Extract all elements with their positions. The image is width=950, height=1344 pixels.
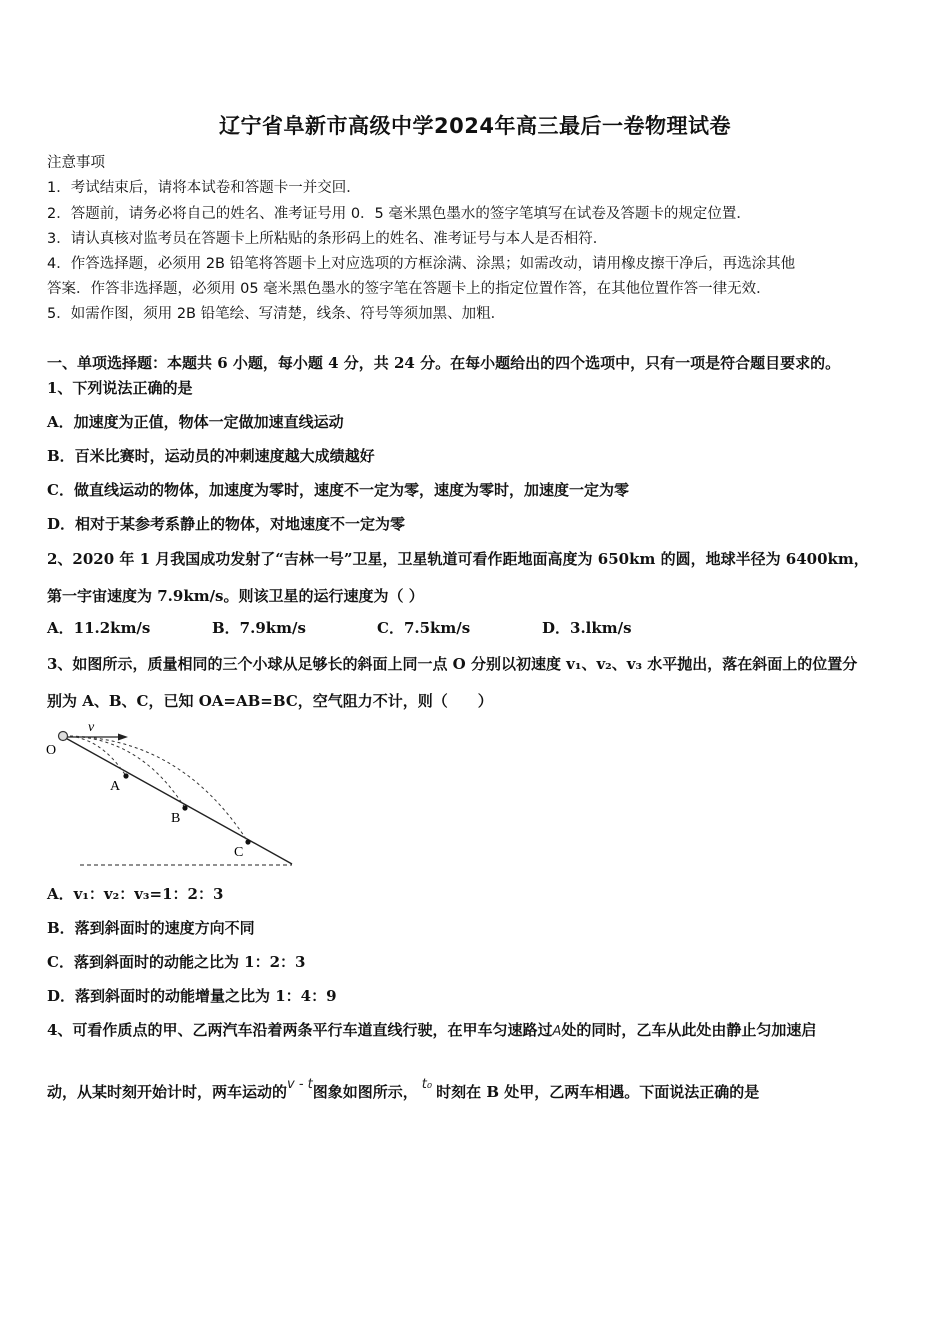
q4-text: 图象如图所示， <box>312 1083 418 1101</box>
point-a-dot <box>123 773 128 778</box>
question-1-stem: 1、下列说法正确的是 <box>47 379 193 397</box>
q4-text: 处的同时，乙车从此处由静止匀加速启 <box>561 1021 817 1039</box>
notice-item: 3．请认真核对监考员在答题卡上所粘贴的条形码上的姓名、准考证号与本人是否相符． <box>47 231 608 247</box>
label-c: C <box>234 845 244 860</box>
label-a: A <box>110 779 121 794</box>
q4-text: 4、可看作质点的甲、乙两汽车沿着两条平行车道直线行驶，在甲车匀速路过 <box>47 1021 553 1039</box>
question-1-option-b: B．百米比赛时，运动员的冲刺速度越大成绩越好 <box>47 447 375 465</box>
notice-item: 1．考试结束后，请将本试卷和答题卡一并交回． <box>47 180 361 196</box>
question-2-option-b: B．7.9km/s <box>212 619 306 637</box>
section-heading: 一、单项选择题：本题共 6 小题，每小题 4 分，共 24 分。在每小题给出的四个选项中，只有一项是符合题目要求的。 <box>47 354 841 372</box>
question-1-option-a: A．加速度为正值，物体一定做加速直线运动 <box>47 413 344 431</box>
q4-symbol-t0: t₀ <box>421 1077 433 1092</box>
question-3-stem: 3、如图所示，质量相同的三个小球从足够长的斜面上同一点 O 分别以初速度 v₁、v₂、v₃ 水平抛出，落在斜面上的位置分 <box>47 655 858 673</box>
notice-item: 答案．作答非选择题，必须用 05 毫米黑色墨水的签字笔在答题卡上的指定位置作答，在其他位置作答一律无效． <box>47 281 771 297</box>
question-3-option-b: B．落到斜面时的速度方向不同 <box>47 919 255 937</box>
q4-symbol-a: A <box>552 1024 562 1039</box>
ball-icon <box>59 732 68 741</box>
question-2-option-a: A．11.2km/s <box>47 619 151 637</box>
q4-symbol-vt: v - t <box>287 1077 313 1092</box>
notice-item: 4．作答选择题，必须用 2B 铅笔将答题卡上对应选项的方框涂满、涂黑；如需改动，请用橡皮擦干净后，再选涂其他 <box>47 256 796 272</box>
notice-heading: 注意事项 <box>47 155 105 171</box>
incline-projectile-figure <box>44 718 300 870</box>
question-4-stem <box>47 1019 816 1040</box>
q4-text: 时刻在 B 处甲，乙两车相遇。下面说法正确的是 <box>436 1083 760 1101</box>
notice-item: 2．答题前，请务必将自己的姓名、准考证号用 0．5 毫米黑色墨水的签字笔填写在试卷及答题卡的规定位置． <box>47 206 751 222</box>
question-1-option-d: D．相对于某参考系静止的物体，对地速度不一定为零 <box>47 515 406 533</box>
question-1-option-c: C．做直线运动的物体，加速度为零时，速度不一定为零，速度为零时，加速度一定为零 <box>47 481 629 499</box>
q4-text: 动，从某时刻开始计时，两车运动的 <box>47 1083 288 1101</box>
question-2-stem-cont: 第一宇宙速度为 7.9km/s。则该卫星的运行速度为（ ） <box>47 587 424 605</box>
label-o: O <box>46 743 57 758</box>
notice-item: 5．如需作图，须用 2B 铅笔绘、写清楚，线条、符号等须加黑、加粗． <box>47 306 506 322</box>
question-3-option-c: C．落到斜面时的动能之比为 1：2：3 <box>47 953 306 971</box>
point-b-dot <box>182 805 187 810</box>
velocity-arrowhead-icon <box>118 734 128 741</box>
question-2-option-d: D．3.lkm/s <box>542 619 632 637</box>
question-3-stem-cont: 别为 A、B、C，已知 OA=AB=BC，空气阻力不计，则（ ） <box>47 692 493 710</box>
label-b: B <box>171 811 181 826</box>
question-3-option-d: D．落到斜面时的动能增量之比为 1：4：9 <box>47 987 337 1005</box>
question-2-options <box>47 617 707 638</box>
question-4-stem-cont <box>47 1077 760 1102</box>
incline-line <box>62 736 292 864</box>
question-3-option-a: A．v₁：v₂：v₃=1：2：3 <box>47 885 224 903</box>
label-v: v <box>88 720 95 735</box>
question-2-option-c: C．7.5km/s <box>377 619 471 637</box>
question-2-stem: 2、2020 年 1 月我国成功发射了“吉林一号”卫星，卫星轨道可看作距地面高度为 650km 的圆，地球半径为 6400km， <box>47 550 869 568</box>
page-title: 辽宁省阜新市高级中学2024年高三最后一卷物理试卷 <box>219 114 731 138</box>
point-c-dot <box>245 839 250 844</box>
